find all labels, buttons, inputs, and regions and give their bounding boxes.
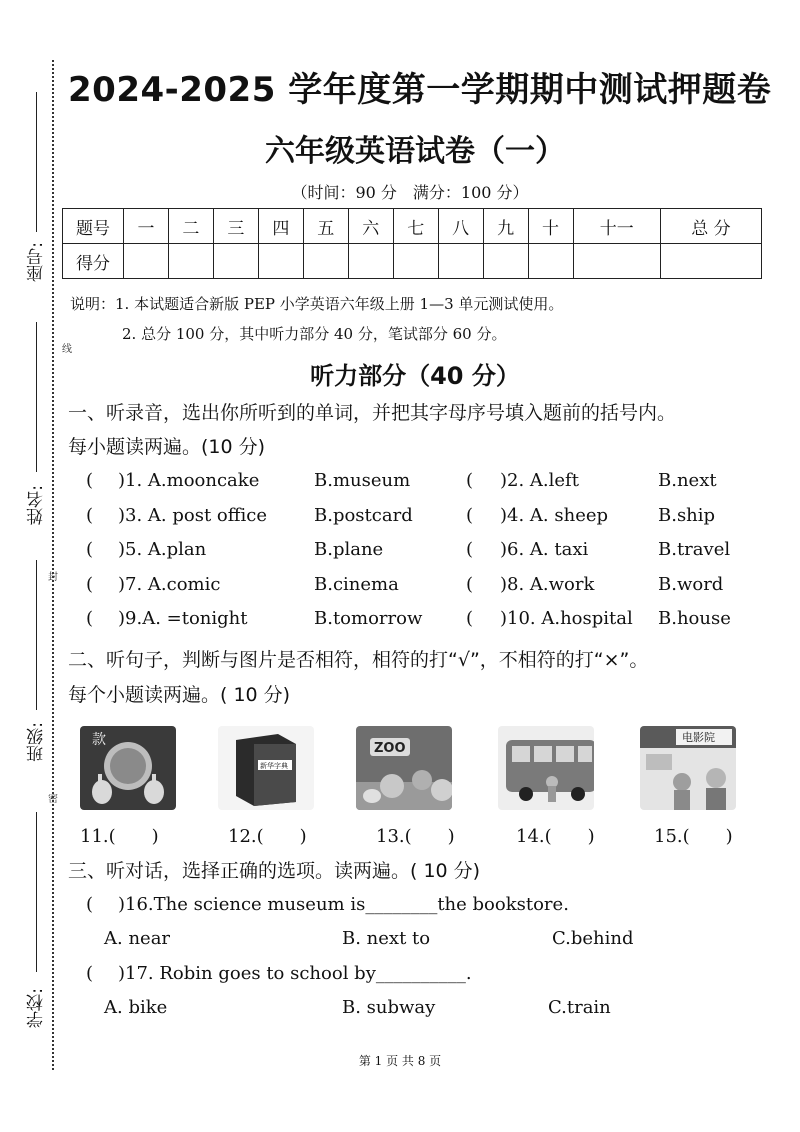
answer-paren[interactable]: ( <box>86 894 94 915</box>
seal-mark: 封 <box>48 572 58 583</box>
score-cell[interactable] <box>258 244 303 279</box>
option-c: C.behind <box>552 928 634 949</box>
question-8: )8. A.work <box>500 574 595 595</box>
question-7: )7. A.comic <box>118 574 221 595</box>
answer-paren[interactable]: ( <box>86 963 94 984</box>
option-b: B.postcard <box>314 505 413 526</box>
col-9: 九 <box>483 209 528 244</box>
score-cell[interactable] <box>438 244 483 279</box>
score-cell[interactable] <box>348 244 393 279</box>
exam-subtitle: 六年级英语试卷（一） <box>265 134 565 169</box>
picture-text: 电影院 <box>682 731 715 744</box>
col-7: 七 <box>393 209 438 244</box>
question-1: )1. A.mooncake <box>118 470 260 491</box>
option-b: B.tomorrow <box>314 608 423 629</box>
option-b: B.plane <box>314 539 384 560</box>
score-cell[interactable] <box>168 244 213 279</box>
option-b: B. subway <box>342 997 436 1018</box>
col-11: 十一 <box>573 209 660 244</box>
picture-answer-11[interactable]: 11.( ) <box>80 826 159 847</box>
picture-answer-15[interactable]: 15.( ) <box>654 826 733 847</box>
row-label-question: 题号 <box>63 209 124 244</box>
section2-heading-line1: 二、听句子，判断与图片是否相符，相符的打“√”，不相符的打“×”。 <box>68 649 649 671</box>
question-2: )2. A.left <box>500 470 579 491</box>
score-table-score-row <box>63 244 762 279</box>
option-b: B.cinema <box>314 574 399 595</box>
col-3: 三 <box>213 209 258 244</box>
name-label: 姓名: <box>27 485 47 525</box>
option-b: B.travel <box>658 539 731 560</box>
col-10: 十 <box>528 209 573 244</box>
picture-text: 新华字典 <box>260 762 288 770</box>
answer-paren[interactable]: ( <box>86 505 94 526</box>
binding-dotted-line <box>52 60 54 1070</box>
score-table-header-row <box>63 209 762 244</box>
answer-paren[interactable]: ( <box>466 539 474 560</box>
score-cell[interactable] <box>483 244 528 279</box>
option-a: A. near <box>104 928 171 949</box>
answer-paren[interactable]: ( <box>466 574 474 595</box>
score-cell[interactable] <box>303 244 348 279</box>
section2-heading-line2: 每个小题读两遍。( 10 分) <box>68 684 291 706</box>
section3-heading: 三、听对话，选择正确的选项。读两遍。( 10 分) <box>68 860 481 882</box>
score-cell[interactable] <box>124 244 169 279</box>
listening-part-title: 听力部分（40 分） <box>310 362 520 390</box>
answer-paren[interactable]: ( <box>86 608 94 629</box>
option-b: B.word <box>658 574 724 595</box>
time-info: （时间：90 分 满分：100 分） <box>291 183 529 202</box>
section1-heading-line1: 一、听录音，选出你所听到的单词，并把其字母序号填入题前的括号内。 <box>68 402 677 424</box>
note-line-2: 2. 总分 100 分，其中听力部分 40 分，笔试部分 60 分。 <box>122 325 507 343</box>
col-8: 八 <box>438 209 483 244</box>
col-2: 二 <box>168 209 213 244</box>
col-6: 六 <box>348 209 393 244</box>
school-label: 学校: <box>27 988 47 1028</box>
answer-paren[interactable]: ( <box>86 574 94 595</box>
section1-heading-line2: 每小题读两遍。(10 分) <box>68 436 266 458</box>
col-1: 一 <box>124 209 169 244</box>
question-16: )16.The science museum is________the bookstore. <box>118 894 569 915</box>
option-a: A. bike <box>104 997 168 1018</box>
secret-mark: 密 <box>48 794 58 805</box>
picture-answer-14[interactable]: 14.( ) <box>516 826 595 847</box>
picture-dictionary <box>218 726 314 810</box>
question-3: )3. A. post office <box>118 505 268 526</box>
answer-paren[interactable]: ( <box>86 470 94 491</box>
name-blank-line <box>36 322 37 472</box>
score-table <box>62 208 762 279</box>
score-cell[interactable] <box>393 244 438 279</box>
picture-answer-13[interactable]: 13.( ) <box>376 826 455 847</box>
answer-paren[interactable]: ( <box>466 470 474 491</box>
option-b: B. next to <box>342 928 431 949</box>
picture-text: ZOO <box>374 741 406 756</box>
question-6: )6. A. taxi <box>500 539 589 560</box>
picture-mooncake-festival <box>80 726 176 810</box>
picture-zoo <box>356 726 452 810</box>
score-cell[interactable] <box>528 244 573 279</box>
col-total: 总 分 <box>660 209 761 244</box>
seat-label: 座号: <box>27 242 47 282</box>
col-5: 五 <box>303 209 348 244</box>
page-number: 第 1 页 共 8 页 <box>358 1054 442 1068</box>
question-5: )5. A.plan <box>118 539 207 560</box>
note-line-1: 说明：1. 本试题适合新版 PEP 小学英语六年级上册 1—3 单元测试使用。 <box>70 295 564 313</box>
class-blank-line <box>36 560 37 710</box>
class-label: 班级: <box>27 722 47 762</box>
col-4: 四 <box>258 209 303 244</box>
question-17: )17. Robin goes to school by__________. <box>118 963 472 984</box>
answer-paren[interactable]: ( <box>86 539 94 560</box>
option-b: B.ship <box>658 505 716 526</box>
score-cell[interactable] <box>213 244 258 279</box>
answer-paren[interactable]: ( <box>466 505 474 526</box>
school-blank-line <box>36 812 37 972</box>
picture-cinema <box>640 726 736 810</box>
exam-title: 2024-2025 学年度第一学期期中测试押题卷 <box>68 70 772 110</box>
picture-bus <box>498 726 594 810</box>
question-10: )10. A.hospital <box>500 608 633 629</box>
picture-answer-12[interactable]: 12.( ) <box>228 826 307 847</box>
question-4: )4. A. sheep <box>500 505 609 526</box>
row-label-score: 得分 <box>63 244 124 279</box>
option-b: B.museum <box>314 470 411 491</box>
option-b: B.house <box>658 608 731 629</box>
answer-paren[interactable]: ( <box>466 608 474 629</box>
option-b: B.next <box>658 470 717 491</box>
score-cell[interactable] <box>660 244 761 279</box>
question-9: )9.A. =tonight <box>118 608 248 629</box>
score-cell[interactable] <box>573 244 660 279</box>
picture-text: 款 <box>92 732 106 748</box>
option-c: C.train <box>548 997 611 1018</box>
line-mark: 线 <box>62 344 72 355</box>
